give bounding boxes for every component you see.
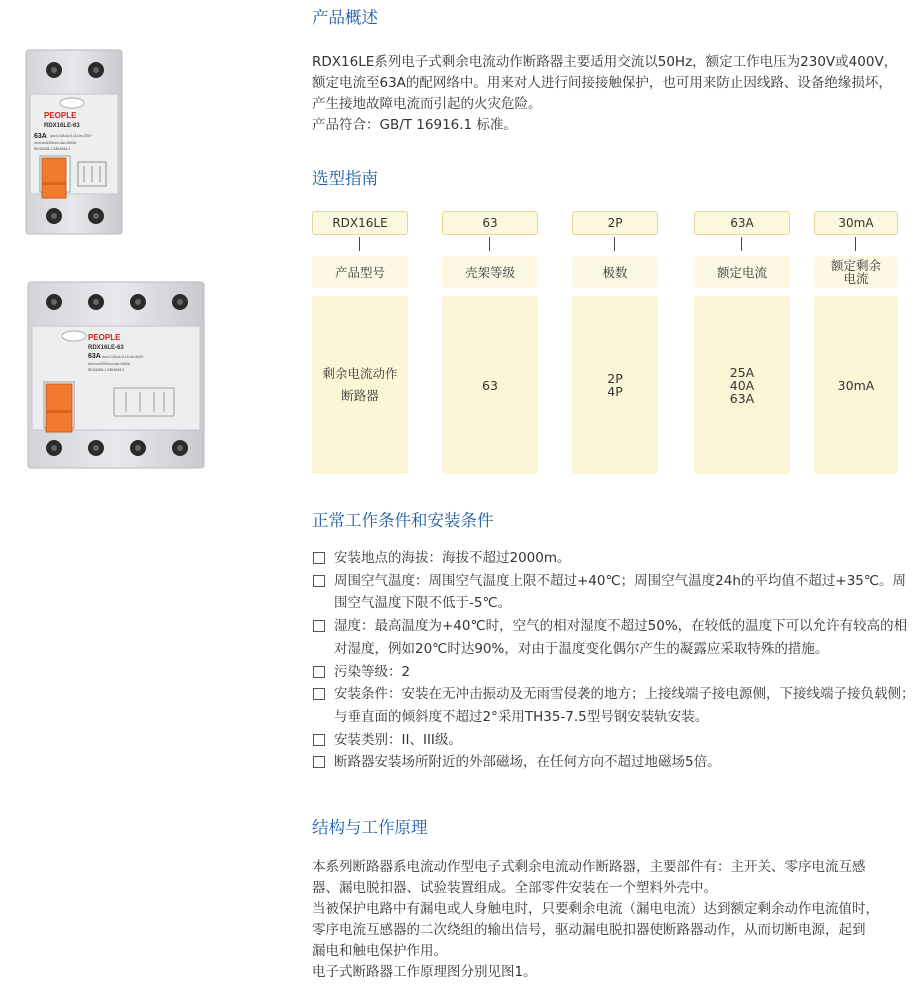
rated-current-value: 25A 40A 63A [694, 296, 790, 474]
device-2p-standard: IEC61008-1 GB16916.1 [34, 147, 71, 151]
structure-heading: 结构与工作原理 [312, 818, 428, 837]
list-item [312, 729, 916, 752]
structure-line: 漏电和触电保护作用。 [312, 943, 447, 959]
overview-line: RDX16LE系列电子式剩余电流动作断路器主要适用交流以50Hz，额定工作电压为230V或400V， [312, 54, 898, 70]
residual-current-label: 额定剩余 电流 [814, 256, 898, 288]
poles-value: 2P 4P [572, 296, 658, 474]
overview-line: 额定电流至63A的配网络中。用来对人进行间接接触保护，也可用来防止因线路、设备绝缘损坏， [312, 75, 892, 91]
list-item [312, 615, 916, 660]
connector-line [741, 237, 742, 251]
condition-text: 安装条件：安装在无冲击振动及无雨雪侵袭的地方；上接线端子接电源侧，下接线端子接负载侧；与垂直面的倾斜度不超过2°采用TH35-7.5型号钢安装轨安装。 [334, 686, 915, 725]
device-4p-model: RDX16LE-63 [88, 345, 124, 351]
checkbox-icon [313, 666, 325, 678]
device-4p-standard: IEC61008-1 GB16916.1 [88, 368, 125, 372]
checkbox-icon [313, 734, 325, 746]
list-item [312, 751, 916, 774]
checkbox-icon [313, 552, 325, 564]
frame-size-tag: 63 [442, 211, 538, 235]
structure-line: 零序电流互感器的二次绕组的输出信号，驱动漏电脱扣器使断路器动作，从而切断电源，起到 [312, 922, 866, 938]
connector-line [614, 237, 615, 251]
product-image-4p [14, 276, 214, 476]
model-code-tag: RDX16LE [312, 211, 408, 235]
device-4p-spec: I∆n=0.03A I∆=0.1A Ue=400V~ [102, 355, 145, 359]
frame-size-value: 63 [442, 296, 538, 474]
product-image-2p [14, 44, 132, 244]
poles-tag: 2P [572, 211, 658, 235]
condition-text: 污染等级：2 [334, 663, 411, 680]
checkbox-icon [313, 756, 325, 768]
overview-line: 产生接地故障电流而引起的火灾危险。 [312, 96, 542, 112]
connector-line [489, 237, 490, 251]
list-item [312, 661, 916, 684]
rated-current-tag: 63A [694, 211, 790, 235]
device-2p-brand: PEOPLE [44, 111, 77, 120]
structure-paragraph [312, 857, 912, 983]
checkbox-icon [313, 575, 325, 587]
list-item [312, 683, 916, 728]
device-2p-rating: 63A [34, 133, 47, 140]
residual-current-tag: 30mA [814, 211, 898, 235]
condition-text: 湿度：最高温度为+40℃时，空气的相对湿度不超过50%，在较低的温度下可以允许有较高的相对湿度，例如20℃时达90%，对由于温度变化偶尔产生的凝露应采取特殊的措施。 [334, 618, 908, 657]
rated-current-label: 额定电流 [694, 256, 790, 288]
overview-heading: 产品概述 [312, 8, 378, 27]
connector-line [855, 237, 856, 251]
device-4p-brand: PEOPLE [88, 333, 121, 342]
structure-line: 当被保护电路中有漏电或人身触电时，只要剩余电流（漏电电流）达到额定剩余动作电流值时， [312, 901, 879, 917]
overview-paragraph [312, 52, 912, 136]
structure-line: 本系列断路器系电流动作型电子式剩余电流动作断路器，主要部件有：主开关、零序电流互感 [312, 859, 866, 875]
device-4p-rating: 63A [88, 353, 101, 360]
checkbox-icon [313, 620, 325, 632]
structure-line: 器、漏电脱扣器、试验装置组成。全部零件安装在一个塑料外壳中。 [312, 880, 717, 896]
condition-text: 安装类别：II、III级。 [334, 731, 462, 748]
device-2p-spec2: Im=Icm=630A Inc=I∆c=6000A [34, 141, 77, 145]
checkbox-icon [313, 688, 325, 700]
condition-text: 安装地点的海拔：海拔不超过2000m。 [334, 550, 571, 566]
device-2p-spec: I∆n=0.03A I∆=0.1A Ue=230V~ [50, 134, 93, 138]
list-item [312, 547, 916, 570]
residual-current-value: 30mA [814, 296, 898, 474]
device-2p-model: RDX16LE-63 [44, 123, 80, 129]
conditions-heading: 正常工作条件和安装条件 [312, 511, 494, 530]
device-4p-spec2: Im=Icm=630A Inc=I∆c=6000A [88, 362, 131, 366]
conditions-list [312, 547, 916, 774]
selection-guide-heading: 选型指南 [312, 169, 378, 188]
condition-text: 断路器安装场所附近的外部磁场，在任何方向不超过地磁场5倍。 [334, 754, 721, 771]
model-label: 产品型号 [312, 256, 408, 288]
connector-line [359, 237, 360, 251]
structure-line: 电子式断路器工作原理图分别见图1。 [312, 964, 537, 980]
frame-size-label: 壳架等级 [442, 256, 538, 288]
poles-label: 极数 [572, 256, 658, 288]
model-value: 剩余电流动作 断路器 [312, 296, 408, 474]
list-item [312, 570, 916, 615]
overview-standard-line: 产品符合：GB/T 16916.1 标准。 [312, 117, 517, 133]
condition-text: 周围空气温度：周围空气温度上限不超过+40℃；周围空气温度24h的平均值不超过+35℃。周围空气温度下限不低于-5℃。 [334, 572, 907, 612]
